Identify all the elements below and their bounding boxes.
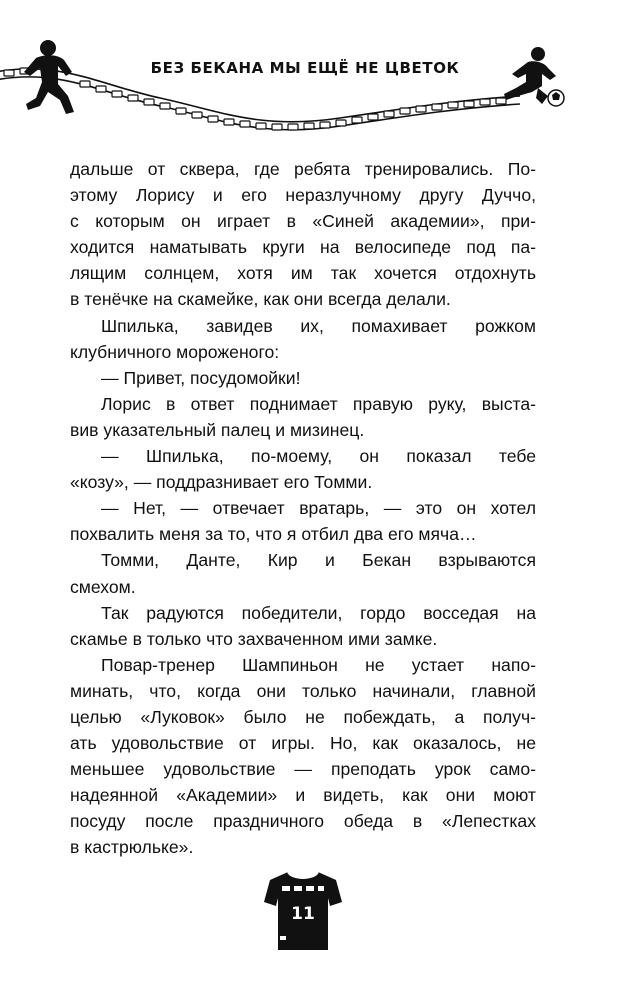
text-line: Шпилька, завидев их, помахивает рожком [101,315,536,336]
text-line: целью «Луковок» было не побеждать, а получ- [70,706,536,727]
text-line: Лорис в ответ поднимает правую руку, выста- [101,393,536,414]
page-number: 11 [291,904,315,924]
text-line: этому Лорису и его неразлучному другу Дуччо, [70,185,536,206]
text-line: посуду после праздничного обеда в «Лепестках [70,811,536,832]
text-line: Томми, Данте, Кир и Бекан взрываются [101,550,536,571]
text-line: «козу», — поддразнивает его Томми. [70,472,373,493]
text-line: лящим солнцем, хотя им так хочется отдохнуть [70,263,536,284]
text-line: — Нет, — отвечает вратарь, — это он хотел [101,498,536,519]
running-player-silhouette-icon [18,38,80,120]
page-header [0,0,644,140]
text-line: Повар-тренер Шампиньон не устает напо- [101,654,536,675]
text-line: в тенёчке на скамейке, как они всегда делали. [70,289,451,310]
text-line: клубничного мороженого: [70,341,280,362]
text-line: меньшее удовольствие — преподать урок само- [70,759,536,780]
text-line: смехом. [70,576,136,597]
text-line: ать удовольствие от игры. Но, как оказалось, не [70,733,536,754]
text-line: — Шпилька, по-моему, он показал тебе [101,446,536,467]
text-line: — Привет, посудомойки! [101,367,301,388]
kicking-player-with-ball-icon [498,46,568,110]
text-line: похвалить меня за то, что я отбил два его мяча… [70,524,477,545]
text-line: ходится наматывать круги на велосипеде под па- [70,237,536,258]
page-number-badge [262,868,344,954]
text-line: Так радуются победители, гордо восседая на [101,602,536,623]
text-line: с которым он играет в «Синей академии», при- [70,211,536,232]
running-title: БЕЗ БЕКАНА МЫ ЕЩЁ НЕ ЦВЕТОК [150,59,460,77]
text-line: скамье в только что захваченном ими замке. [70,628,438,649]
text-line: в кастрюльке». [70,837,194,858]
text-line: надеянной «Академии» и видеть, как они моют [70,785,536,806]
body-text [70,156,536,861]
text-line: дальше от сквера, где ребята тренировались. По- [70,159,536,179]
text-line: вив указательный палец и мизинец. [70,419,365,440]
text-line: минать, что, когда они только начинали, главной [70,680,536,701]
